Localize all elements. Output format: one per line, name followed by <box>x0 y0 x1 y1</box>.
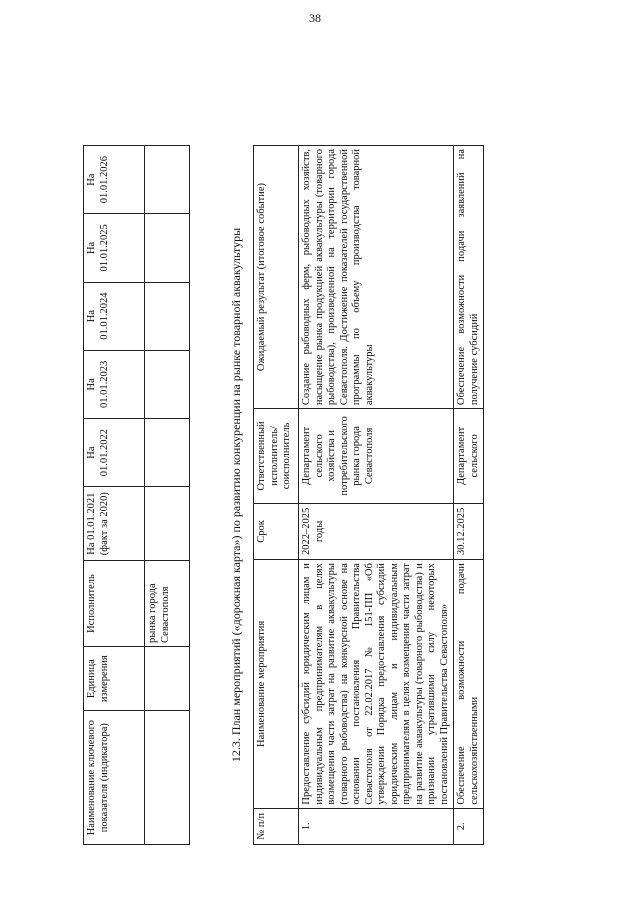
header-date-2026: На 01.01.2026 <box>84 146 145 214</box>
cell-unit <box>145 646 190 710</box>
cell-indicator-name <box>145 711 190 845</box>
section-title: 12.3. План мероприятий («дорожная карта») по развитию конкуренции на рынке товарной аквакультуры <box>229 227 243 763</box>
table-row <box>454 146 484 845</box>
cell-row-number: 1. <box>299 808 454 844</box>
page-number: 38 <box>309 11 321 25</box>
header-date-2025: На 01.01.2025 <box>84 214 145 282</box>
indicator-header-row <box>84 146 145 845</box>
cell-term: 2022–2025 годы <box>299 503 454 559</box>
cell-date-2026 <box>145 146 190 214</box>
cell-activity-name: Обеспечение возможности подачи сельскохозяйственными <box>454 560 484 809</box>
cell-expected-result: Создание рыбоводных ферм, рыбоводных хозяйств, насыщение рынка продукцией аквакультуры (товарного рыбоводства), произведенной на территории города Севастополя. Достижение показателей государственной программы по объему производства товарной аквакультуры <box>299 146 454 409</box>
plan-table <box>253 145 484 845</box>
header-term: Срок <box>254 503 299 559</box>
cell-row-number: 2. <box>454 808 484 844</box>
cell-term: 30.12.2025 <box>454 503 484 559</box>
header-unit: Единица измерения <box>84 646 145 710</box>
header-date-2021: На 01.01.2021 (факт за 2020) <box>84 487 145 561</box>
cell-date-2024 <box>145 282 190 350</box>
indicator-table <box>83 145 190 845</box>
cell-responsible: Департамент сельского хозяйства и потребительского рынка города Севастополя <box>299 409 454 504</box>
table-row <box>299 146 454 845</box>
header-indicator-name: Наименование ключевого показателя (индикатора) <box>84 711 145 845</box>
header-date-2023: На 01.01.2023 <box>84 350 145 418</box>
plan-header-row <box>254 146 299 845</box>
header-executor: Исполнитель <box>84 561 145 647</box>
header-expected-result: Ожидаемый результат (итоговое событие) <box>254 146 299 409</box>
cell-activity-name: Предоставление субсидий юридическим лицам и индивидуальным предпринимателям в целях возмещения части затрат на развитие аквакультуры (товарного рыбоводства) на конкурсной основе на основании постановления Правительства Севастополя от 22.02.2017 № 151-ПП «Об утверждении Порядка предоставления субсидий юридическим лицам и индивидуальным предпринимателям в целях возмещения части затрат на развитие аквакультуры (товарного рыбоводства) и признании утратившими силу некоторых постановлений Правительства Севастополя» <box>299 560 454 809</box>
header-date-2024: На 01.01.2024 <box>84 282 145 350</box>
cell-expected-result: Обеспечение возможности подачи заявлений на получение субсидий <box>454 146 484 409</box>
cell-date-2022 <box>145 418 190 486</box>
header-responsible: Ответственный исполнитель/ соисполнитель <box>254 409 299 504</box>
header-date-2022: На 01.01.2022 <box>84 418 145 486</box>
cell-responsible: Департамент сельского <box>454 409 484 504</box>
indicator-row <box>145 146 190 845</box>
header-activity-name: Наименование мероприятия <box>254 560 299 809</box>
cell-date-2021 <box>145 487 190 561</box>
rotated-content <box>83 145 523 845</box>
cell-date-2025 <box>145 214 190 282</box>
cell-executor: рынка города Севастополя <box>145 561 190 647</box>
cell-date-2023 <box>145 350 190 418</box>
header-number: № п/п <box>254 808 299 844</box>
